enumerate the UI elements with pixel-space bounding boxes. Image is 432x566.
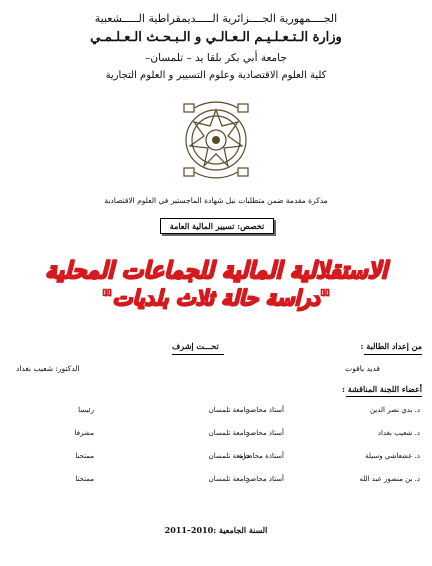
member-university: جامعة تلمسان: [208, 452, 250, 460]
member-name: د. شعيب بغداد: [377, 429, 420, 437]
member-rank: أستاذ محاضر: [246, 406, 284, 414]
supervision-underline: [172, 354, 224, 355]
academic-year-label: السنة الجامعية :: [213, 525, 268, 535]
member-university: جامعة تلمسان: [208, 429, 250, 437]
member-rank: أستاذة محاضرة: [239, 452, 284, 460]
member-role: ممتحنا: [75, 475, 94, 483]
student-name: قديد ياقوت: [345, 364, 380, 373]
supervisor-name: الدكتور: شعيب بغداد: [16, 364, 80, 373]
faculty-name: كلية العلوم الاقتصادية وعلوم التسيير و العلوم التجارية: [105, 70, 327, 81]
member-university: جامعة تلمسان: [208, 475, 250, 483]
member-university: جامعة تلمسان: [208, 406, 250, 414]
member-name: د. بن منصور عبد الله: [359, 475, 420, 483]
supervision-label: تحـــت إشرف: [172, 341, 219, 351]
ministry-title: وزارة الـتـعـلـيـم الـعـالـي و الـبـحـث الـعـلـمـي: [90, 30, 342, 45]
university-name: جامعة أبي بكر بلقا يد – تلمسان–: [145, 52, 287, 64]
university-seal-icon: [180, 96, 252, 186]
committee-label: أعضاء اللجنة المناقشة :: [341, 384, 422, 394]
memo-note: مذكرة مقدمة ضمن متطلبات نيل شهادة الماجستير في العلوم الاقتصادية: [104, 196, 328, 205]
member-rank: أستاذ محاضر: [246, 475, 284, 483]
member-rank: أستاذ محاضر: [246, 429, 284, 437]
academic-year-value: 2011–2010: [164, 525, 214, 535]
member-role: مشرفا: [74, 429, 94, 437]
member-role: رئيسا: [78, 406, 94, 414]
thesis-subtitle: "دراسة حالة ثلاث بلديات": [101, 286, 331, 310]
member-name: د. عشعاشي وسيلة: [365, 452, 420, 460]
specialization-box: تخصص: تسيير المالية العامة: [160, 218, 274, 234]
prepared-by-label: من إعداد الطالبة :: [360, 341, 422, 351]
member-name: د. بدي نصر الدين: [369, 406, 420, 414]
thesis-title: الاستقلالية المالية للجماعات المحلية: [45, 258, 387, 284]
prepared-underline: [364, 354, 422, 355]
committee-underline: [346, 396, 422, 397]
member-role: ممتحنا: [75, 452, 94, 460]
academic-year: [0, 525, 432, 535]
republic-title: الجــــمهورية الجــــزائرية الـــــديمقراطية الـــــشعبية: [94, 12, 338, 25]
